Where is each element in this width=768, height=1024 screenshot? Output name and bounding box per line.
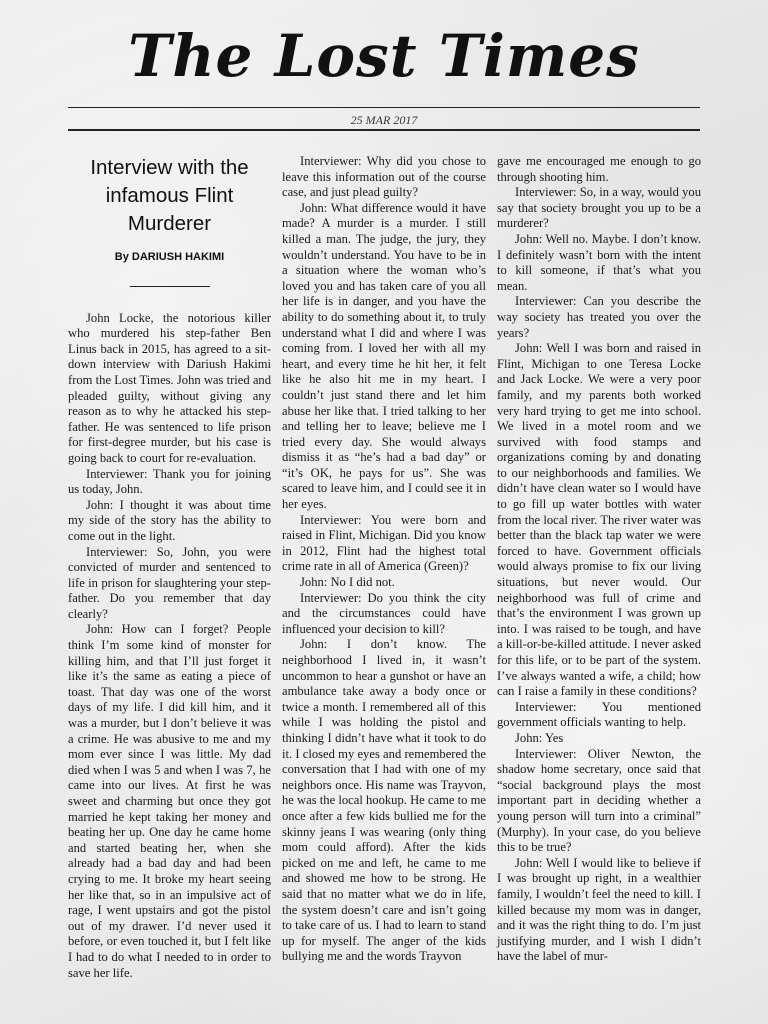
paragraph: Interviewer: So, in a way, would you say that society brought you up to be a murderer? bbox=[497, 185, 701, 231]
paragraph: Interviewer: Why did you chose to leave this information out of the course case, and just plead guilty? bbox=[282, 154, 486, 200]
paragraph: Interviewer: Do you think the city and the circumstances could have influenced your decision to kill? bbox=[282, 590, 486, 636]
article-column-2 bbox=[282, 154, 486, 965]
masthead-rule-bottom bbox=[68, 129, 700, 131]
article-headline: Interview with the infamous Flint Murderer bbox=[90, 156, 249, 235]
paragraph: Interviewer: Thank you for joining us today, John. bbox=[68, 466, 271, 497]
article-column-3 bbox=[497, 154, 701, 965]
paragraph: John: I thought it was about time my side of the story has the ability to come out in the light. bbox=[68, 497, 271, 543]
masthead-rule-top bbox=[68, 107, 700, 108]
paragraph: John: Well I would like to believe if I was brought up right, in a wealthier family, I wouldn’t feel the need to kill. I killed because my mom was in danger, and it was the right thing to do. I’m just justifying murder, and I wish I didn’t have the label of mur- bbox=[497, 855, 701, 964]
paragraph: John: What difference would it have made? A murder is a murder. I still killed a man. The judge, the jury, they wouldn’t understand. You have to be in a situation where the woman who’s loved you and has taken care of you all her life is in danger, and you have the ability to do something about it, to truly understand what I did and where I was coming from. I loved her with all my heart, and every time he hit her, it felt like he also hit me in my heart. I couldn’t just stand there and let him abuse her like that. I tried talking to her and telling her to leave; believe me I tried every day. She would always dismiss it as “he’s had a bad day” or “it’s OK, he pays for us”. She was scared to leave him, and I could see it in her eyes. bbox=[282, 200, 486, 512]
paragraph: John Locke, the notorious killer who murdered his step-father Ben Linus back in 2015, has agreed to a sit-down interview with Dariush Hakimi from the Lost Times. John was tried and pleaded guilty, without giving any reason as to why he attacked his step-father. He was sentenced to life prison for first-degree murder, but his case is going back to court for re-evaluation. bbox=[68, 310, 271, 465]
byline-divider bbox=[130, 286, 210, 287]
paragraph: Interviewer: Can you describe the way society has treated you over the years? bbox=[497, 294, 701, 340]
paragraph: John: How can I forget? People think I’m some kind of monster for killing him, and that I’ll just forget it like it’s the same as eating a piece of toast. That day was one of the worst days of my life. I did kill him, and it was a murder, but I don’t believe it was a crime. He was abusive to me and my mom ever since I was little. My dad died when I was 5 and when I was 7, he came into our lives. At first he was sweet and charming but once they got married he kept taking her money and beating her up. One day he came home and started beating her, when she already had a bad day and had been crying to me. It broke my heart seeing her like that, so in an impulsive act of rage, I went upstairs and got the pistol out of my drawer. I’d never used it before, or even touched it, but I felt like I had to do what I needed to in order to save her life. bbox=[68, 622, 271, 980]
paragraph: Interviewer: You mentioned government officials wanting to help. bbox=[497, 699, 701, 730]
paragraph: John: I don’t know. The neighborhood I lived in, it wasn’t uncommon to hear a gunshot or have an ambulance take away a body once or twice a month. I remembered all of this while I was holding the pistol and thinking I didn’t have what it took to do it. I closed my eyes and remembered the conversation that I had with one of my neighbors once. His name was Trayvon, he was the local hookup. He came to me once after a few kids bullied me for the skinny jeans I was wearing (only thing mom could afford). After the kids picked on me and left, he came to me and showed me how to be strong. He said that no matter what we do in life, the system doesn’t care and isn’t going to take care of us. I had to learn to stand up for myself. The anger of the kids bullying me and the words Trayvon bbox=[282, 637, 486, 964]
dateline: 25 MAR 2017 bbox=[350, 113, 418, 127]
article-column-1 bbox=[68, 154, 271, 981]
paragraph-continued: gave me encouraged me enough to go through shooting him. bbox=[497, 154, 701, 184]
paragraph: John: Well no. Maybe. I don’t know. I definitely wasn’t born with the intent to kill someone, if that’s what you mean. bbox=[497, 231, 701, 293]
paragraph: John: Yes bbox=[515, 730, 564, 745]
paragraph: John: Well I was born and raised in Flint, Michigan to one Teresa Locke and Jack Locke. We were a very poor family, and my parents both worked very hard trying to get me into school. We lived in a motel room and we survived with food stamps and organizations coming by and donating to our neighborhoods and families. We didn’t have clean water so I would have to go fill up water bottles with water from the local river. The river water was better than the black tap water we were forced to have. Government officials would always promise to fix our living situations, but never would. Our neighborhood was full of crime and that’s the environment I was grown up into. I was raised to be tough, and have a kill-or-be-killed attitude. I never asked for this life, or to be part of the system. I’ve always wanted a wife, a child; how can I raise a family in these conditions? bbox=[497, 341, 701, 699]
paragraph: Interviewer: Oliver Newton, the shadow home secretary, once said that “social background plays the most important part in deciding whether a young person will turn into a criminal” (Murphy). In your case, do you believe this to be true? bbox=[497, 746, 701, 855]
masthead-title: The Lost Times bbox=[128, 22, 640, 90]
paragraph: Interviewer: So, John, you were convicted of murder and sentenced to life in prison for slaughtering your step-father. Do you remember that day clearly? bbox=[68, 544, 271, 621]
paragraph: Interviewer: You were born and raised in Flint, Michigan. Did you know in 2012, Flint had the highest total crime rate in all of America (Green)? bbox=[282, 512, 486, 574]
paragraph: John: No I did not. bbox=[300, 575, 395, 590]
article-byline: By DARIUSH HAKIMI bbox=[114, 251, 225, 263]
